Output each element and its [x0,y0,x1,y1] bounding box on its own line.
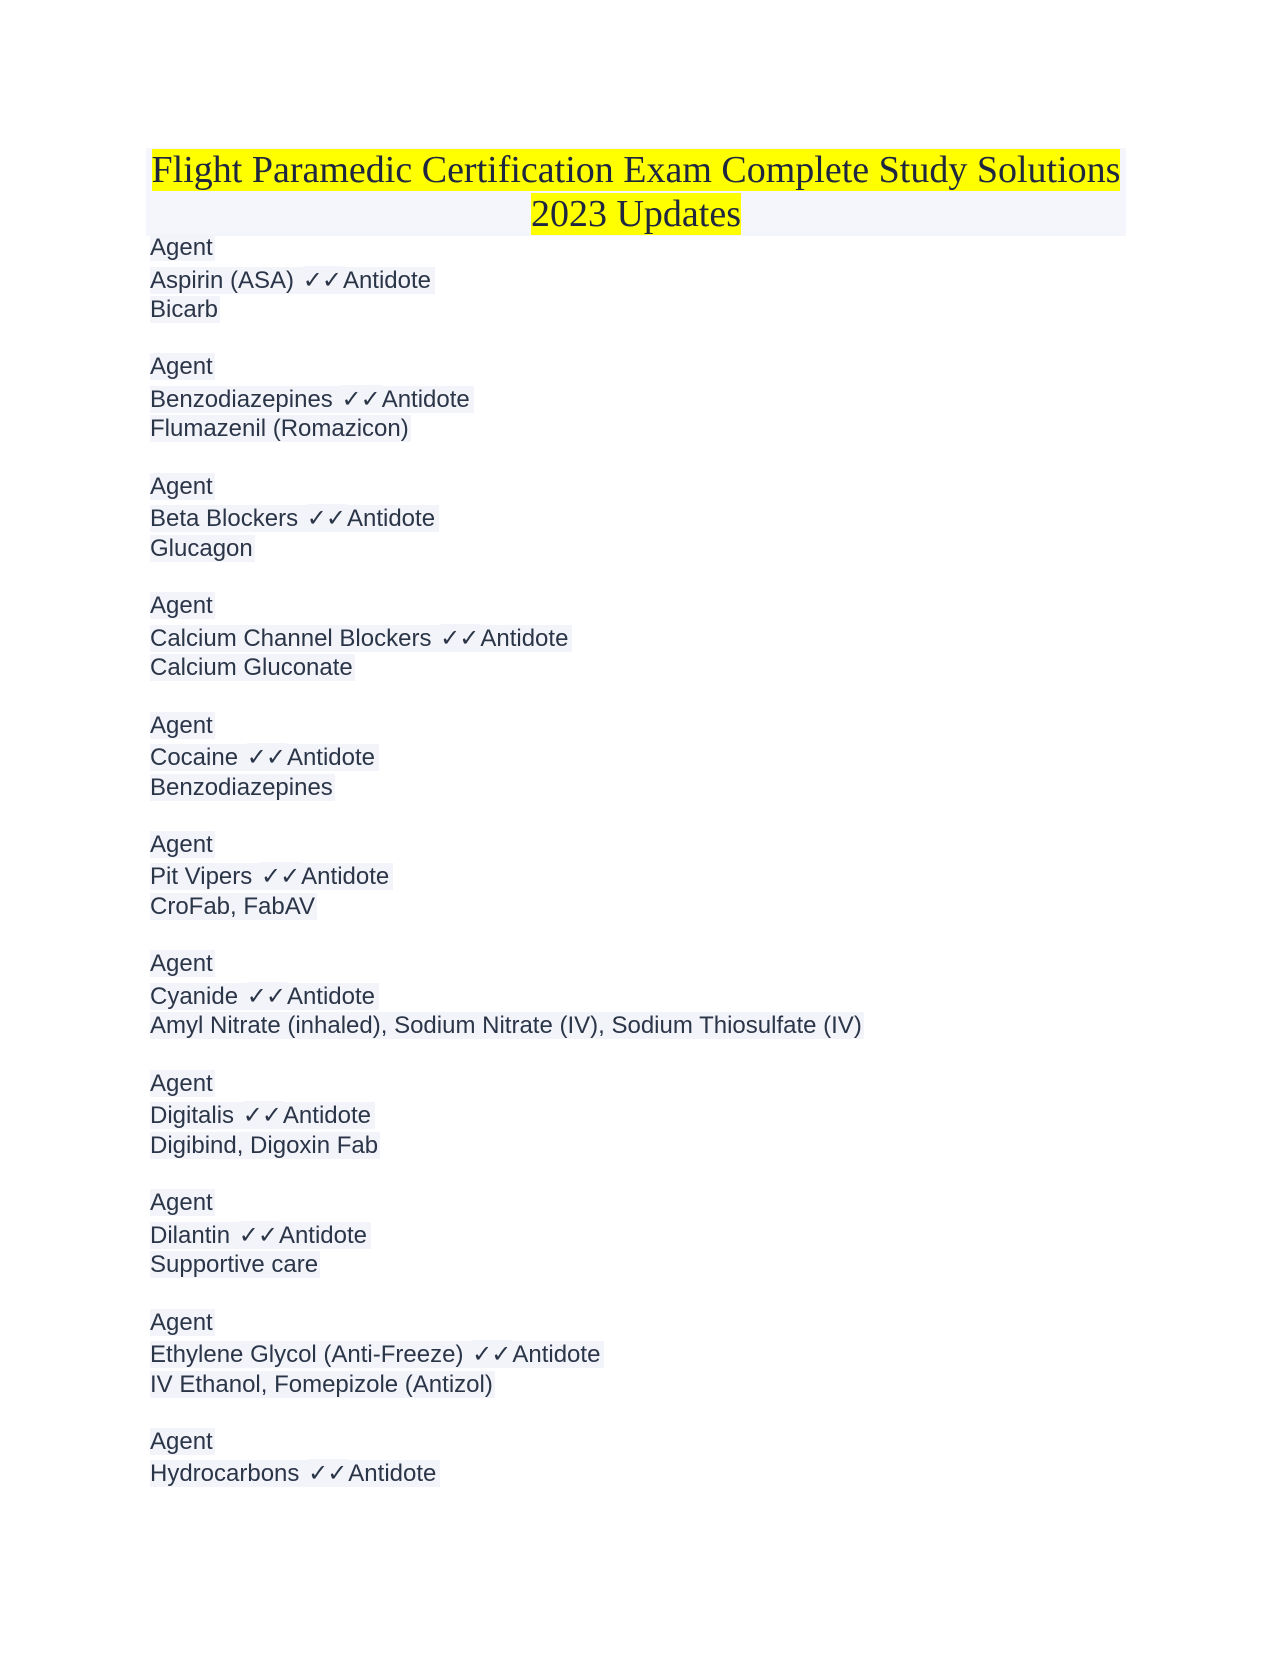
flashcard-list [150,233,1150,1546]
check-mark-icon: ✓✓ [238,1220,277,1249]
antidote-text: Flumazenil (Romazicon) [150,415,409,443]
check-mark-icon: ✓✓ [260,862,300,891]
flashcard-entry [150,352,1150,471]
flashcard-entry [150,233,1150,352]
answer-label: Antidote [348,1460,437,1488]
question-line [150,267,435,294]
agent-name: Hydrocarbons [150,1460,300,1488]
flashcard-entry [150,949,1150,1068]
agent-label: Agent [150,353,213,381]
check-mark-icon: ✓✓ [308,1459,347,1488]
antidote-text: Digibind, Digoxin Fab [150,1131,379,1159]
flashcard-entry [150,1069,1150,1188]
flashcard-entry [150,1308,1150,1427]
flashcard-entry [150,1427,1150,1546]
question-line [150,386,474,413]
check-mark-icon: ✓✓ [440,623,479,652]
antidote-text: Supportive care [150,1251,319,1279]
antidote-text: CroFab, FabAV [150,892,315,920]
agent-label: Agent [150,472,213,500]
answer-label: Antidote [346,505,436,533]
check-mark-icon: ✓✓ [246,981,285,1010]
flashcard-entry [150,1188,1150,1307]
agent-label: Agent [150,950,213,978]
answer-label: Antidote [282,1102,371,1130]
title-line-2: 2023 Updates [530,193,742,235]
question-line [150,505,439,532]
question-line [150,1222,371,1249]
agent-name: Pit Vipers [150,863,253,891]
agent-name: Dilantin [150,1221,231,1249]
answer-label: Antidote [278,1221,368,1249]
answer-label: Antidote [480,624,569,652]
agent-name: Cyanide [150,982,239,1010]
question-line [150,744,379,771]
agent-label: Agent [150,1427,213,1455]
question-line [150,1102,375,1129]
agent-name: Ethylene Glycol (Anti-Freeze) [150,1341,464,1369]
check-mark-icon: ✓✓ [472,1340,511,1369]
check-mark-icon: ✓✓ [242,1101,281,1130]
agent-label: Agent [150,592,213,620]
agent-name: Digitalis [150,1102,235,1130]
question-line [150,625,572,652]
question-line [150,983,379,1010]
question-line [150,1460,440,1487]
title-line-1: Flight Paramedic Certification Exam Complete Study Solutions [151,149,1121,191]
antidote-text: Benzodiazepines [150,773,333,801]
flashcard-entry [150,591,1150,710]
flashcard-entry [150,472,1150,591]
question-line [150,1341,604,1368]
antidote-text: Amyl Nitrate (inhaled), Sodium Nitrate (IV), Sodium Thiosulfate (IV) [150,1012,862,1040]
agent-name: Cocaine [150,744,239,772]
check-mark-icon: ✓✓ [306,504,345,533]
agent-name: Calcium Channel Blockers [150,624,432,652]
flashcard-entry [150,830,1150,949]
agent-label: Agent [150,1308,213,1336]
agent-name: Beta Blockers [150,505,299,533]
agent-name: Aspirin (ASA) [150,266,295,294]
document-title [146,148,1126,236]
antidote-text: Calcium Gluconate [150,654,353,682]
answer-label: Antidote [286,982,376,1010]
agent-label: Agent [150,1069,213,1097]
agent-label: Agent [150,711,213,739]
agent-label: Agent [150,1189,213,1217]
question-line [150,863,393,890]
answer-label: Antidote [301,863,390,891]
antidote-text: IV Ethanol, Fomepizole (Antizol) [150,1370,493,1398]
check-mark-icon: ✓✓ [341,384,380,413]
flashcard-entry [150,711,1150,830]
agent-label: Agent [150,830,213,858]
antidote-text: Glucagon [150,534,253,562]
answer-label: Antidote [512,1341,601,1369]
answer-label: Antidote [342,266,432,294]
check-mark-icon: ✓✓ [246,743,285,772]
antidote-text: Bicarb [150,296,219,323]
answer-label: Antidote [286,744,376,772]
answer-label: Antidote [381,385,470,413]
agent-label: Agent [150,234,213,261]
agent-name: Benzodiazepines [150,385,333,413]
check-mark-icon: ✓✓ [302,265,341,294]
